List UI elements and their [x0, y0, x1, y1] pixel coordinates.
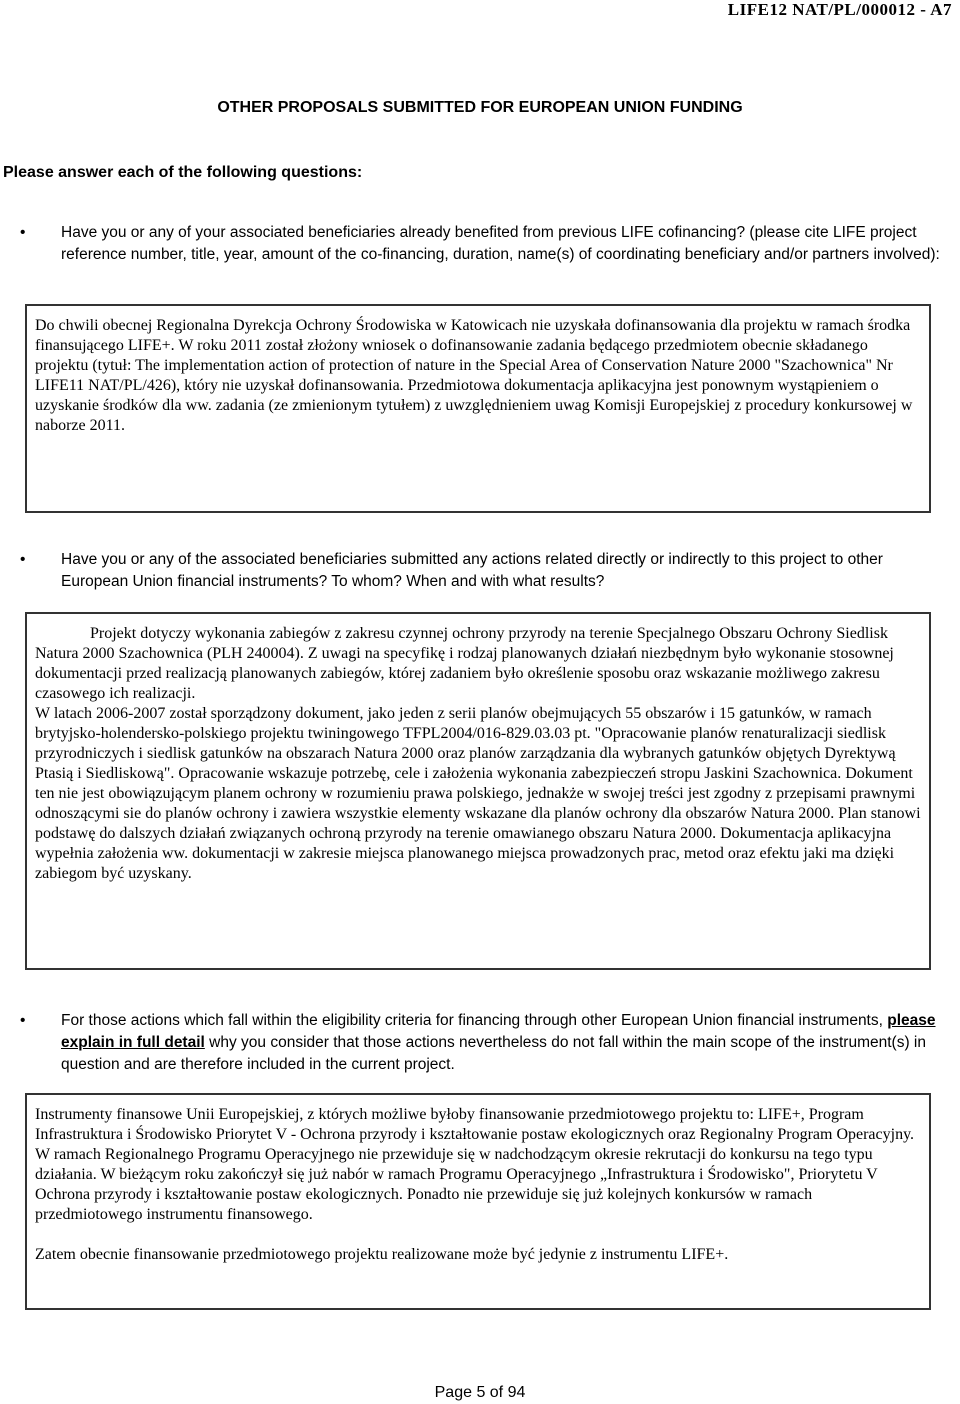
bullet-icon: •: [20, 551, 26, 568]
section-title: OTHER PROPOSALS SUBMITTED FOR EUROPEAN UNION FUNDING: [217, 99, 743, 116]
answer-1-paragraph: Do chwili obecnej Regionalna Dyrekcja Ochrony Środowiska w Katowicach nie uzyskała dofinansowania dla projektu w ramach środka finansującego LIFE+. W roku 2011 został złożony wniosek o dofinansowanie zadania będącego przedmiotem obecnie składanego projektu (tytuł: The implementation action of protection of nature in the Special Area of Conservation Nature 2000 "Szachownica" Nr LIFE11 NAT/PL/426), który nie uzyskał dofinansowania. Przedmiotowa dokumentacja aplikacyjna jest ponownym wystąpieniem o uzyskanie środków dla ww. zadania (ze zmienionym tytułem) z uwzględnieniem uwag Komisji Europejskiej z procedury konkursowej w naborze 2011.: [35, 317, 913, 434]
question-3-text-after: why you consider that those actions nevertheless do not fall within the main scope of the instrument(s) in question and are therefore included in the current project.: [61, 1034, 926, 1073]
answer-2-box: [25, 612, 931, 970]
bullet-icon: •: [20, 224, 26, 241]
answer-2-paragraph-2: W latach 2006-2007 został sporządzony dokument, jako jeden z serii planów obejmujących 55 obszarów i 15 gatunków, w ramach brytyjsko-holendersko-polskiego projektu twiningowego TFPL2004/016-829.03.03 pt. "Opracowanie planów renaturalizacji siedlisk przyrodniczych i siedlisk gatunków na obszarach Natura 2000 oraz planów zarządzania dla wybranych gatunków objętych Dyrektywą Ptasią i Siedliskową". Opracowanie wskazuje potrzebę, cele i założenia wykonania zabezpieczeń stropu Jaskini Szachownica. Dokument ten nie jest obowiązującym planem ochrony w rozumieniu prawa polskiego, jednakże w swojej treści jest zgodny z przepisami prawnymi odnoszącymi sie do planów ochrony i zawiera wszystkie elementy wskazane dla planów ochrony dla obszarów Natura 2000. Plan stanowi podstawę do dalszych działań związanych ochroną przyrody na terenie omawianego obszaru Natura 2000. Dokumentacja aplikacyjna wypełnia założenia ww. dokumentacji w zakresie miejsca planowanego miejsca prowadzonych prac, metod oraz efektu jaki ma dzięki zabiegom być uzyskany.: [35, 705, 921, 882]
bullet-icon: •: [20, 1012, 26, 1029]
question-3-emphasis: please explain in full detail: [61, 1012, 936, 1051]
instructions: Please answer each of the following questions:: [3, 164, 363, 181]
question-1-text: Have you or any of your associated beneficiaries already benefited from previous LIFE cofinancing? (please cite LIFE project reference number, title, year, amount of the co-financing, duration, name(s) of coordinating beneficiary and/or partners involved):: [61, 224, 940, 263]
project-reference: LIFE12 NAT/PL/000012 - A7: [727, 0, 952, 19]
page-number: Page 5 of 94: [434, 1384, 526, 1401]
answer-3-paragraph-1: Instrumenty finansowe Unii Europejskiej, z których możliwe byłoby finansowanie przedmiotowego projektu to: LIFE+, Program Infrastruktura i Środowisko Priorytet V - Ochrona przyrody i kształtowanie postaw ekologicznych oraz Regionalny Program Operacyjny. W ramach Regionalnego Programu Operacyjnego nie przewiduje się w nadchodzącym okresie rekrutacji do konkursu na tego typu działania. W bieżącym roku zakończył się już nabór w ramach Programu Operacyjnego „Infrastruktura i Środowisko", Priorytetu V Ochrona przyrody i kształtowanie postaw ekologicznych. Ponadto nie przewiduje się już kolejnych konkursów w ramach przedmiotowego instrumentu finansowego.: [35, 1106, 915, 1223]
answer-3-box: [25, 1093, 931, 1310]
question-3-text: [61, 1010, 950, 1076]
question-3: [20, 1010, 950, 1076]
question-2-text: Have you or any of the associated beneficiaries submitted any actions related directly or indirectly to this project to other European Union financial instruments? To whom? When and with what results?: [61, 551, 883, 590]
question-1: [20, 222, 950, 266]
answer-1-box: [25, 304, 931, 513]
answer-2-paragraph-1: Projekt dotyczy wykonania zabiegów z zakresu czynnej ochrony przyrody na terenie Specjalnego Obszaru Ochrony Siedlisk Natura 2000 Szachownica (PLH 240004). Z uwagi na specyfikę i rodzaj planowanych działań niezbędnym było wykonanie stosownej dokumentacji przed realizacją planowanych zabiegów, której zadaniem było określenie sposobu oraz wskazanie możliwego zakresu czasowego ich realizacji.: [35, 625, 894, 702]
question-2: [20, 549, 950, 593]
answer-3-paragraph-2: Zatem obecnie finansowanie przedmiotowego projektu realizowane może być jedynie z instrumentu LIFE+.: [35, 1246, 729, 1263]
question-3-text-before: For those actions which fall within the eligibility criteria for financing through other European Union financial instruments,: [61, 1012, 883, 1029]
